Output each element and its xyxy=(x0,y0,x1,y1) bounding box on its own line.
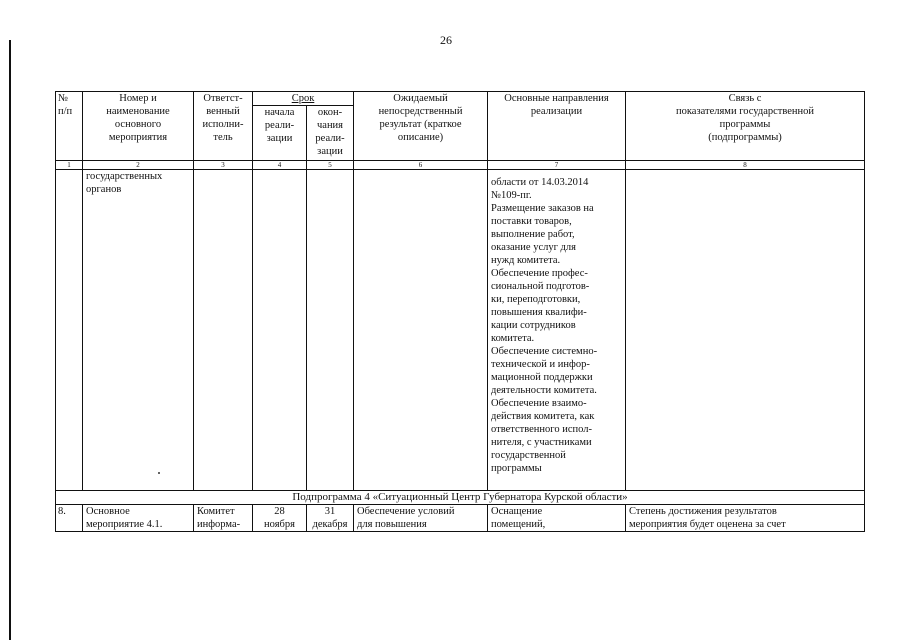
page-number: 26 xyxy=(440,33,452,47)
header-term-start: начала реали- зации xyxy=(253,106,307,161)
header-term xyxy=(253,92,354,106)
row8-start: 28 ноября xyxy=(253,505,307,532)
row8-link: Степень достижения результатов мероприятия будет оценена за счет xyxy=(626,505,865,532)
column-number: 8 xyxy=(626,161,865,170)
header-executor: Ответст- венный исполни- тель xyxy=(194,92,253,161)
column-number: 7 xyxy=(488,161,626,170)
cell-executor xyxy=(194,170,253,491)
header-directions: Основные направления реализации xyxy=(488,92,626,161)
table-row xyxy=(56,505,865,532)
header-result: Ожидаемый непосредственный результат (краткое описание) xyxy=(354,92,488,161)
stray-dot xyxy=(158,472,160,474)
header-name: Номер и наименование основного мероприятия xyxy=(83,92,194,161)
column-number: 2 xyxy=(83,161,194,170)
cell-result xyxy=(354,170,488,491)
header-term-end: окон- чания реали- зации xyxy=(307,106,354,161)
binding-edge-line xyxy=(9,40,11,640)
cell-num xyxy=(56,170,83,491)
cell-start xyxy=(253,170,307,491)
row8-end: 31 декабря xyxy=(307,505,354,532)
column-number: 3 xyxy=(194,161,253,170)
header-term-label: Срок xyxy=(291,93,315,104)
header-row xyxy=(56,92,865,106)
header-num: № п/п xyxy=(56,92,83,161)
subprogram-title: Подпрограмма 4 «Ситуационный Центр Губернатора Курской области» xyxy=(56,491,865,505)
row8-executor: Комитет информа- xyxy=(194,505,253,532)
cell-link xyxy=(626,170,865,491)
cell-name: государственных органов xyxy=(83,170,194,491)
row8-num: 8. xyxy=(56,505,83,532)
subprogram-row xyxy=(56,491,865,505)
column-number: 5 xyxy=(307,161,354,170)
row8-result: Обеспечение условий для повышения xyxy=(354,505,488,532)
cell-end xyxy=(307,170,354,491)
column-numbers-row xyxy=(56,161,865,170)
activities-table xyxy=(55,91,865,532)
header-link: Связь с показателями государственной программы (подпрограммы) xyxy=(626,92,865,161)
row8-name: Основное мероприятие 4.1. xyxy=(83,505,194,532)
column-number: 1 xyxy=(56,161,83,170)
cell-directions: области от 14.03.2014 №109-пг. Размещение заказов на поставки товаров, выполнение работ, оказание услуг для нужд комитета. Обеспечение профес- сиональной подготов- ки, переподготовки, повышения квалифи- кации сотрудников комитета. Обеспечение системно- технической и инфор- мационной поддержки деятельности комитета. Обеспечение взаимо- действия комитета, как ответственного испол- нителя, с участниками государственной программы xyxy=(488,170,626,491)
column-number: 6 xyxy=(354,161,488,170)
column-number: 4 xyxy=(253,161,307,170)
continued-row xyxy=(56,170,865,491)
row8-directions: Оснащение помещений, xyxy=(488,505,626,532)
